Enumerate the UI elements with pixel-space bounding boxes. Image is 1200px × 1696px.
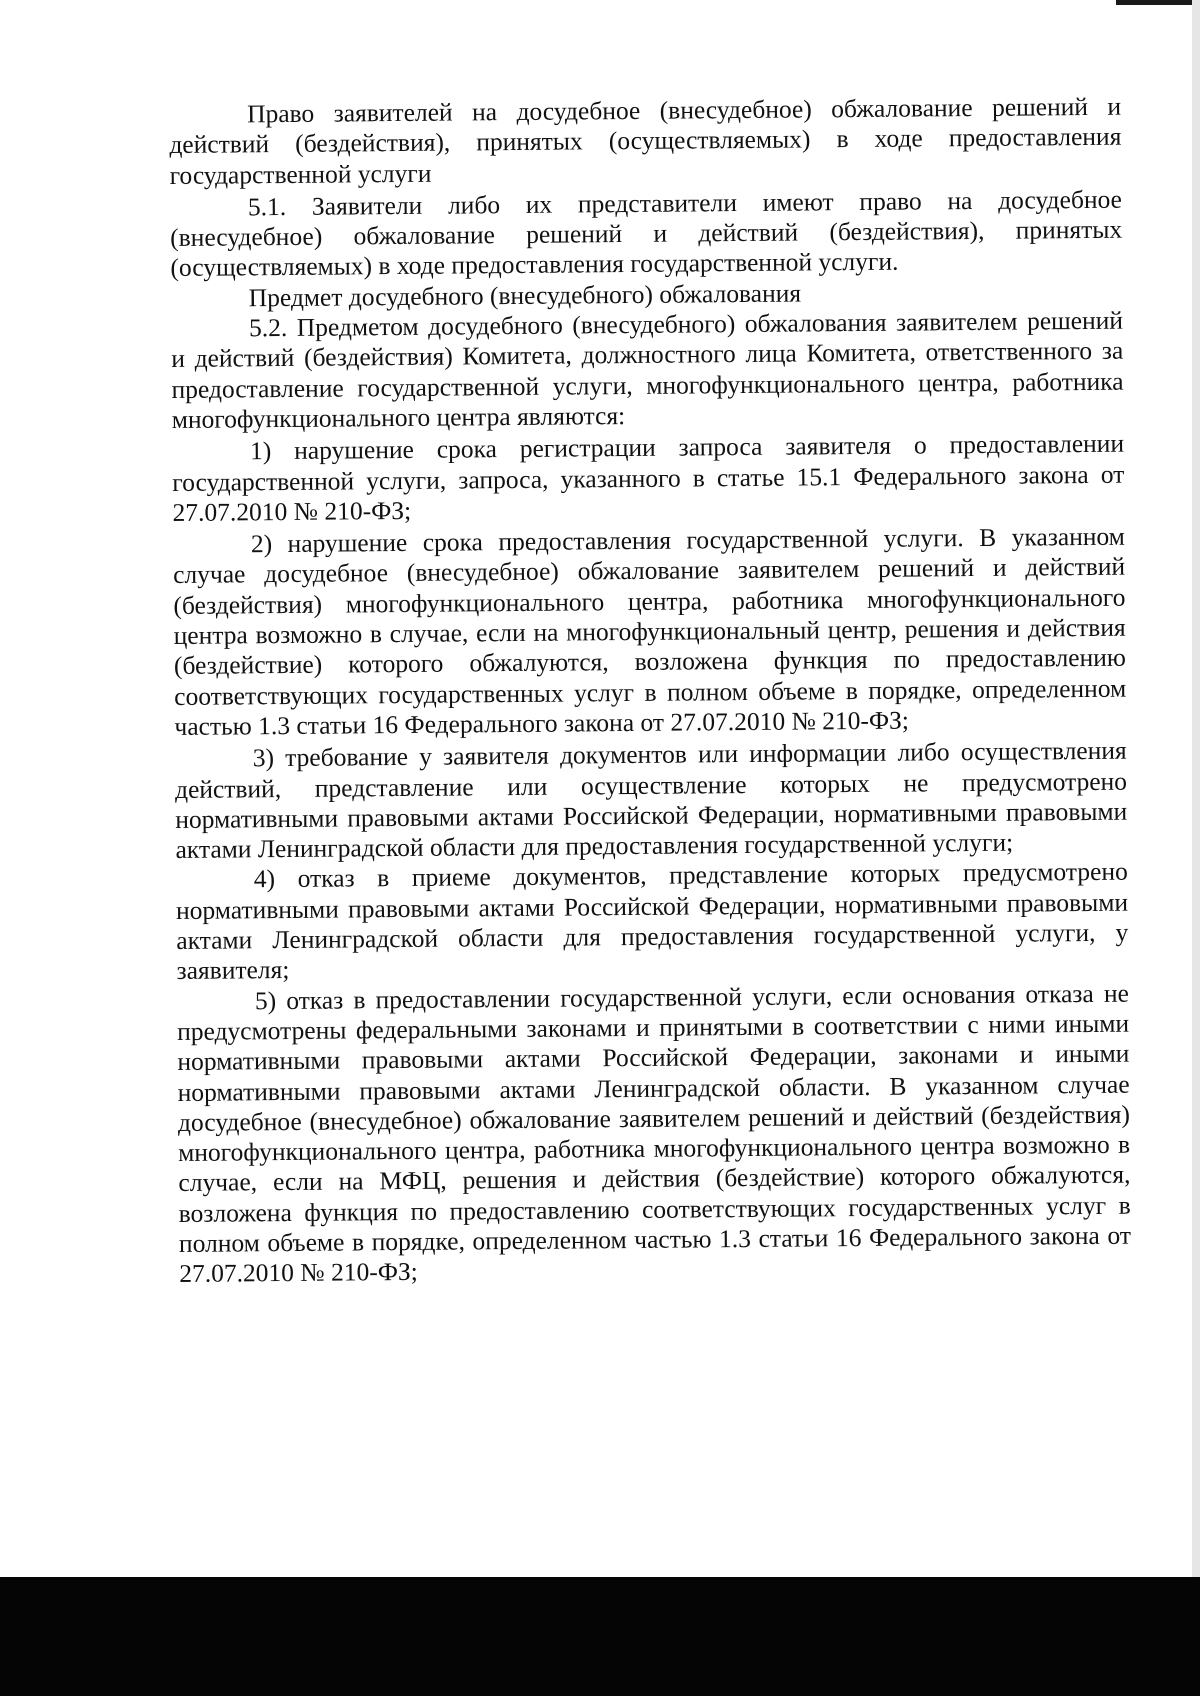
list-item-2: 2) нарушение срока предоставления государственной услуги. В указанном случае досудебное (внесудебное) обжалование заявителем решений и действий (бездействия) многофункционального центра, работника многофункционального центра возможно в случае, если на многофункциональный центр, решения и действия (бездействие) которого обжалуются, возложена функция по предоставлению соответствующих государственных услуг в полном объеме в порядке, определенном частью 1.3 статьи 16 Федерального закона от 27.07.2010 № 210-ФЗ; [173, 521, 1127, 741]
scan-edge-top [1116, 0, 1200, 5]
list-item-1: 1) нарушение срока регистрации запроса заявителя о предоставлении государственной услуги, запроса, указанного в статье 15.1 Федерального закона от 27.07.2010 № 210-ФЗ; [172, 428, 1125, 527]
scan-edge-right [1192, 0, 1200, 1696]
list-item-3: 3) требование у заявителя документов или информации либо осуществления действий, представление или осуществление которых не предусмотрено нормативными правовыми актами Российской Федерации, нормативными правовыми актами Ленинградской области для предоставления государственной услуги; [174, 735, 1128, 865]
heading-appeal-right: Право заявителей на досудебное (внесудебное) обжалование решений и действий (бездействия), принятых (осуществляемых) в ходе предоставления государственной услуги [169, 91, 1122, 190]
list-item-5: 5) отказ в предоставлении государственной услуги, если основания отказа не предусмотрены федеральными законами и принятыми в соответствии с ними иными нормативными правовыми актами Российской Федерации, законами и иными нормативными правовыми актами Ленинградской области. В указанном случае досудебное (внесудебное) обжалование заявителем решений и действий (бездействия) многофункционального центра, работника многофункционального центра возможно в случае, если на МФЦ, решения и действия (бездействие) которого обжалуются, возложена функция по предоставлению соответствующих государственных услуг в полном объеме в порядке, определенном частью 1.3 статьи 16 Федерального закона от 27.07.2010 № 210-ФЗ; [177, 978, 1132, 1289]
scan-edge-bottom [0, 1577, 1200, 1696]
list-item-4: 4) отказ в приеме документов, представление которых предусмотрено нормативными правовыми актами Российской Федерации, нормативными правовыми актами Ленинградской области для предоставления государственной услуги, у заявителя; [175, 857, 1129, 986]
paragraph-5-1: 5.1. Заявители либо их представители имеют право на досудебное (внесудебное) обжалование решений и действий (бездействия), принятых (осуществляемых) в ходе предоставления государственной услуги. [170, 184, 1123, 283]
document-body [169, 92, 1131, 1290]
heading-subject: Предмет досудебного (внесудебного) обжалования [248, 278, 802, 313]
paragraph-5-2: 5.2. Предметом досудебного (внесудебного) обжалования заявителем решений и действий (бездействия) Комитета, должностного лица Комитета, ответственного за предоставление государственной услуги, многофункционального центра, работника многофункционального центра являются: [171, 305, 1124, 434]
